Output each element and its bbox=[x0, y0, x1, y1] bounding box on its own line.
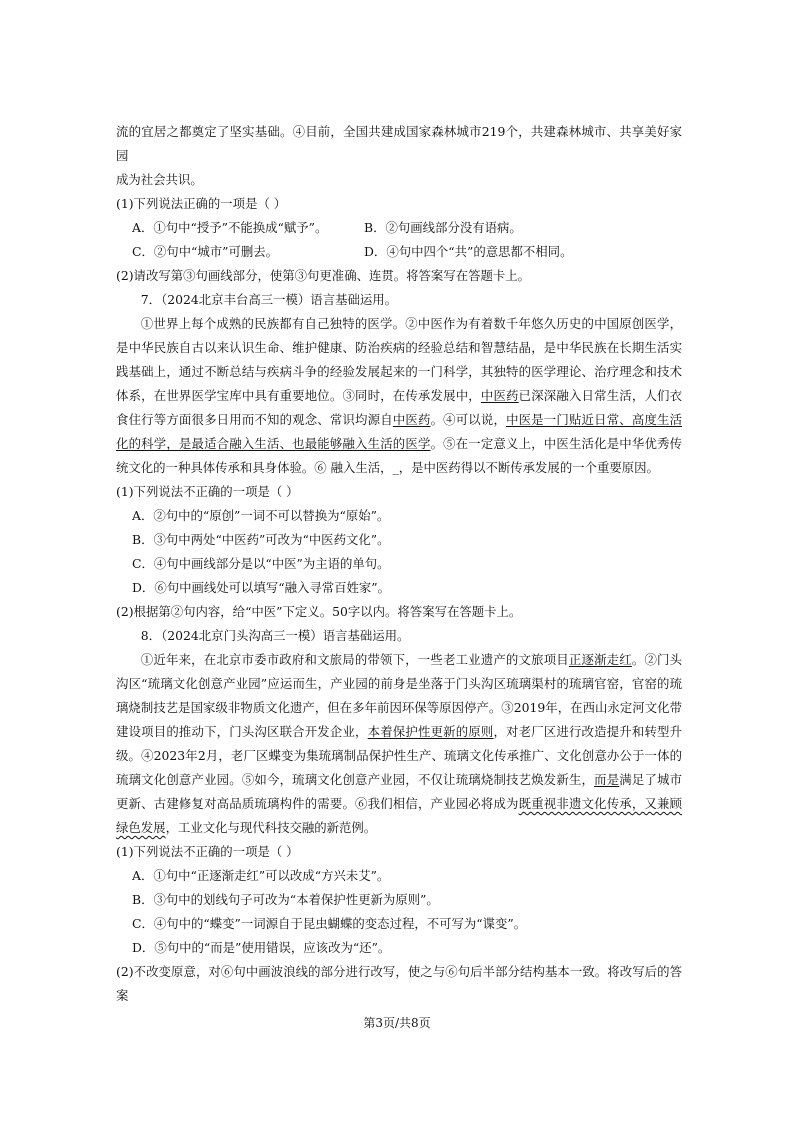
q8-title: 8．（2024北京门头沟高三一模）语言基础运用。 bbox=[140, 628, 410, 643]
q8-sub1-stem: (1)下列说法不正确的一项是（ ） bbox=[116, 844, 299, 859]
page-number-footer: 第3页/共8页 bbox=[363, 1016, 431, 1030]
page-content bbox=[116, 120, 682, 1008]
q8-sub2: (2)不改变原意，对⑥句中画波浪线的部分进行改写，使之与⑥句后半部分结构基本一致。将改写后的答案 bbox=[116, 964, 682, 1003]
q8-underline-2: 本着保护性更新的原则 bbox=[367, 724, 494, 739]
q8-text-5: ，工业文化与现代科技交融的新范例。 bbox=[165, 820, 377, 835]
q7-option-b: B．③句中两处“中医药”可改为“中医药文化”。 bbox=[132, 532, 390, 547]
q7-underline-2: 中医药 bbox=[392, 412, 431, 427]
q6-option-a: A．①句中“授予”不能换成“赋予”。 bbox=[132, 220, 328, 235]
q8-option-d: D．⑤句中的“而是”使用错误，应该改为“还”。 bbox=[132, 940, 391, 955]
q8-text-3: ，对老厂区进行改造提升和转型升级。④2023年2月，老厂区蝶变为集琉璃制品保护性生产、琉璃文化传承推广、文化创意办公于一体的琉璃文化创意产业园。⑤如今，琉璃文化创意产业园，不仅让琉璃烧制技艺焕发新生， bbox=[116, 724, 683, 787]
q7-text-2: 已深深融入日常生活，人们衣食住行等方面很多日用而不知的观念、常识均源自 bbox=[116, 388, 683, 427]
q7-passage bbox=[116, 312, 682, 480]
intro-line-1: 流的宜居之都奠定了坚实基础。④目前，全国共建成国家森林城市219个，共建森林城市、共享美好家园 bbox=[116, 124, 682, 163]
q6-sub1-stem: (1)下列说法正确的一项是（ ） bbox=[116, 196, 287, 211]
q7-blank: _ bbox=[392, 460, 399, 475]
q8-text-1: ①近年来，在北京市委市政府和文旅局的带领下，一些老工业遗产的文旅项目 bbox=[140, 652, 569, 667]
q8-passage bbox=[116, 648, 682, 840]
q7-text-1: ①世界上每个成熟的民族都有自己独特的医学。②中医作为有着数千年悠久历史的中国原创医学，是中华民族自古以来认识生命、维护健康、防治疾病的经验总结和智慧结晶，是中华民族在长期生活实践基础上，通过不断总结与疾病斗争的经验发展起来的一门科学，其独特的医学理论、治疗理念和技术体系，在世界医学宝库中具有重要地位。③同时，在传承发展中， bbox=[116, 316, 682, 403]
q7-underline-3: 中医是一门贴近日常、高度生活化的科学，是最适合融入生活、也最能够融入生活的医学 bbox=[116, 412, 683, 451]
q7-sub1-stem: (1)下列说法不正确的一项是（ ） bbox=[116, 484, 299, 499]
q8-option-b: B．③句中的划线句子可改为“本着保护性更新为原则”。 bbox=[132, 892, 439, 907]
q6-options-row-2 bbox=[116, 240, 682, 264]
q7-sub2: (2)根据第②句内容，给“中医”下定义。50字以内。将答案写在答题卡上。 bbox=[116, 604, 522, 619]
q6-options-row-1 bbox=[116, 216, 682, 240]
q8-underline-1: 正逐渐走红 bbox=[568, 652, 632, 667]
q6-option-b: B．②句画线部分没有语病。 bbox=[364, 220, 522, 235]
q7-underline-1: 中医药 bbox=[480, 388, 519, 403]
q7-option-d: D．⑥句中画线处可以填写“融入寻常百姓家”。 bbox=[132, 580, 391, 595]
q8-option-a: A．①句中“正逐渐走红”可以改成“方兴未艾”。 bbox=[132, 868, 390, 883]
q8-underline-3: 而是 bbox=[594, 772, 620, 787]
q6-option-c: C．②句中“城市”可删去。 bbox=[132, 244, 279, 259]
q7-text-4: 。⑤在一定意义上，中医生活化是中华优秀传统文化的一种具体传承和具身体验。⑥ 融入生活， bbox=[116, 436, 683, 475]
q8-text-4: 满足了城市更新、古建修复对高品质琉璃构件的需要。⑥我们相信，产业园必将成为 bbox=[116, 772, 683, 811]
q7-option-c: C．④句中画线部分是以“中医”为主语的单句。 bbox=[132, 556, 390, 571]
q6-sub2: (2)请改写第③句画线部分，使第③句更准确、连贯。将答案写在答题卡上。 bbox=[116, 268, 531, 283]
q8-text-2: 。②门头沟区“琉璃文化创意产业园”应运而生，产业园的前身是坐落于门头沟区琉璃渠村的琉璃官窑，官窑的琉璃烧制技艺是国家级非物质文化遗产，但在多年前因环保等原因停产。③2019年，在西山永定河文化带建设项目的推动下，门头沟区联合开发企业， bbox=[116, 652, 683, 739]
intro-line-2: 成为社会共识。 bbox=[116, 172, 203, 187]
q7-text-5: ，是中医药得以不断传承发展的一个重要原因。 bbox=[398, 460, 659, 475]
q7-title: 7．（2024北京丰台高三一模）语言基础运用。 bbox=[140, 292, 398, 307]
q6-option-d: D．④句中四个“共”的意思都不相同。 bbox=[364, 244, 573, 259]
q7-option-a: A．②句中的“原创”一词不可以替换为“原始”。 bbox=[132, 508, 390, 523]
q8-option-c: C．④句中的“蝶变”一词源自于昆虫蝴蝶的变态过程，不可写为“谍变”。 bbox=[132, 916, 527, 931]
intro-paragraph bbox=[116, 120, 682, 192]
q7-text-3: 。④可以说， bbox=[430, 412, 507, 427]
q8-wavy-underline: 既重视非遗文化传承，又兼顾绿色发展 bbox=[116, 796, 682, 835]
